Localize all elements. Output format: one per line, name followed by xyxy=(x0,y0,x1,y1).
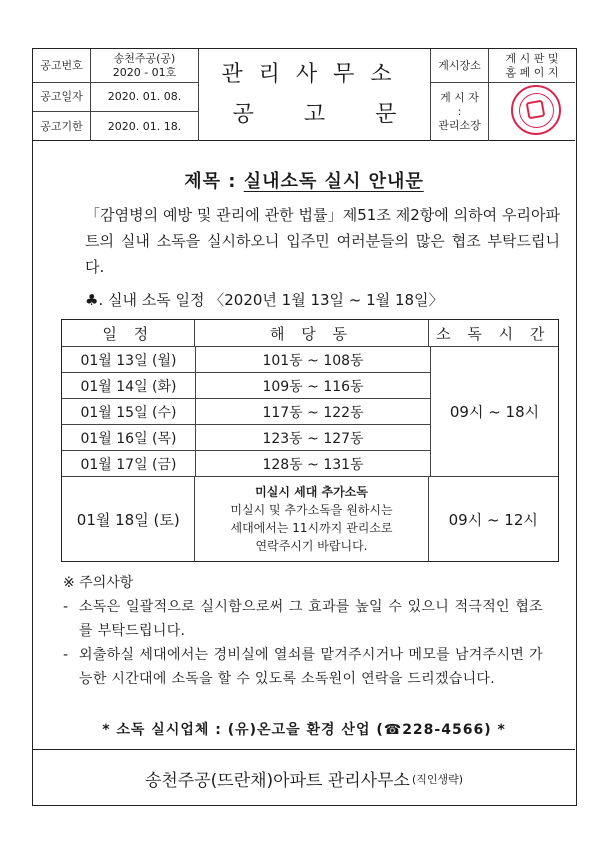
saturday-time: 09시 ~ 12시 xyxy=(448,510,538,529)
notice-date-label xyxy=(33,83,91,112)
note-text: 소독은 일괄적으로 실시함으로써 그 효과를 높일 수 있으니 적극적인 협조를 부탁드립니다. xyxy=(79,599,543,639)
schedule-table-header xyxy=(62,320,558,347)
poster-label xyxy=(431,83,489,141)
notice-date-value-text: 2020. 01. 08. xyxy=(107,90,182,103)
notice-body-paragraph: 「감염병의 예방 및 관리에 관한 법률」제51조 제2항에 의하여 우리아파트의 실내 소독을 실시하오니 입주민 여러분들의 많은 협조 부탁드립니다. xyxy=(85,206,560,276)
subject-prefix: 제목 : xyxy=(184,171,244,192)
notice-number-label xyxy=(33,49,91,83)
table-row xyxy=(62,451,430,476)
notice-deadline-value xyxy=(91,112,199,141)
notice-deadline-label xyxy=(33,112,91,141)
notice-number-line1: 송천주공(공) xyxy=(113,51,176,65)
post-place-line1: 게 시 판 및 xyxy=(505,51,559,65)
row-dong: 128동 ~ 131동 xyxy=(262,456,364,473)
office-title: 관리사무소 xyxy=(221,62,408,87)
official-seal-stamp xyxy=(511,85,561,135)
notice-deadline-value-text: 2020. 01. 18. xyxy=(107,119,182,133)
notice-date-label-text: 공고일자 xyxy=(40,90,83,103)
notice-number-value xyxy=(91,49,199,83)
post-place-value xyxy=(489,49,575,83)
poster-label-line2: : xyxy=(457,105,462,118)
caution-notes xyxy=(63,571,543,691)
post-place-line2: 홈 페 이 지 xyxy=(505,65,559,79)
schedule-table xyxy=(61,319,559,562)
saturday-line1: 미실시 세대 추가소독 xyxy=(255,485,368,499)
notice-header-table xyxy=(33,49,575,141)
note-dash: - xyxy=(63,599,69,615)
table-row xyxy=(62,399,430,425)
saturday-line2: 미실시 및 추가소독을 원하시는 xyxy=(230,503,393,517)
row-date: 01월 15일 (수) xyxy=(62,399,196,424)
row-dong: 109동 ~ 116동 xyxy=(262,378,364,395)
header-title-block xyxy=(199,49,447,141)
notice-number-line2: 2020 - 01호 xyxy=(112,65,177,79)
note-text: 외출하실 세대에서는 경비실에 열쇠를 맡겨주시거나 메모를 남겨주시면 가능한 시간대에 소독을 할 수 있도록 소독원이 연락을 드리겠습니다. xyxy=(79,647,543,687)
table-row xyxy=(62,373,430,399)
saturday-description xyxy=(195,477,428,561)
saturday-date: 01월 18일 (토) xyxy=(62,477,195,561)
row-date: 01월 16일 (목) xyxy=(62,425,196,450)
note-item xyxy=(63,643,543,691)
saturday-line3: 세대에서는 11시까지 관리소로 xyxy=(230,521,393,535)
row-date: 01월 14일 (화) xyxy=(62,373,196,398)
poster-label-line1: 게 시 자 xyxy=(440,91,479,104)
notes-heading: ※ 주의사항 xyxy=(63,575,134,591)
notice-date-value xyxy=(91,83,199,112)
notice-deadline-label-text: 공고기한 xyxy=(40,119,83,133)
notice-number-label-text: 공고번호 xyxy=(40,58,83,72)
notice-subject xyxy=(33,167,575,193)
seal-inner-mark xyxy=(526,100,546,120)
saturday-row xyxy=(62,477,558,561)
row-dong: 101동 ~ 108동 xyxy=(262,352,364,369)
post-place-label xyxy=(431,49,489,83)
weekday-time: 09시 ~ 18시 xyxy=(430,347,558,476)
row-dong: 123동 ~ 127동 xyxy=(262,430,364,447)
table-row xyxy=(62,425,430,451)
schedule-heading: ♣. 실내 소독 일정 〈2020년 1월 13일 ~ 1월 18일〉 xyxy=(85,291,444,309)
weekday-rows xyxy=(62,347,430,476)
row-dong: 117동 ~ 122동 xyxy=(262,404,364,421)
weekday-block xyxy=(62,347,558,477)
footer-office-name: 송천주공(뜨란채)아파트 관리사무소 xyxy=(144,771,410,791)
note-dash: - xyxy=(63,647,69,663)
note-item xyxy=(63,595,543,643)
header-time: 소 독 시 간 xyxy=(429,320,558,346)
contractor-info: * 소독 실시업체 : (유)온고을 환경 산업 (☎228-4566) * xyxy=(102,722,506,738)
doc-title: 공고문 xyxy=(232,102,447,127)
footer-seal-note: (직인생략) xyxy=(411,772,464,786)
header-date: 일 정 xyxy=(62,320,195,346)
row-date: 01월 17일 (금) xyxy=(62,451,196,476)
saturday-line4: 연락주시기 바랍니다. xyxy=(255,539,368,553)
post-place-label-text: 게시장소 xyxy=(438,58,481,72)
header-dong: 해 당 동 xyxy=(195,320,428,346)
table-row xyxy=(62,347,430,373)
row-date: 01월 13일 (월) xyxy=(62,347,196,372)
poster-label-line3: 관리소장 xyxy=(438,119,481,132)
notice-document xyxy=(32,48,577,806)
notice-footer xyxy=(33,749,575,807)
subject-title: 실내소독 실시 안내문 xyxy=(243,171,424,192)
